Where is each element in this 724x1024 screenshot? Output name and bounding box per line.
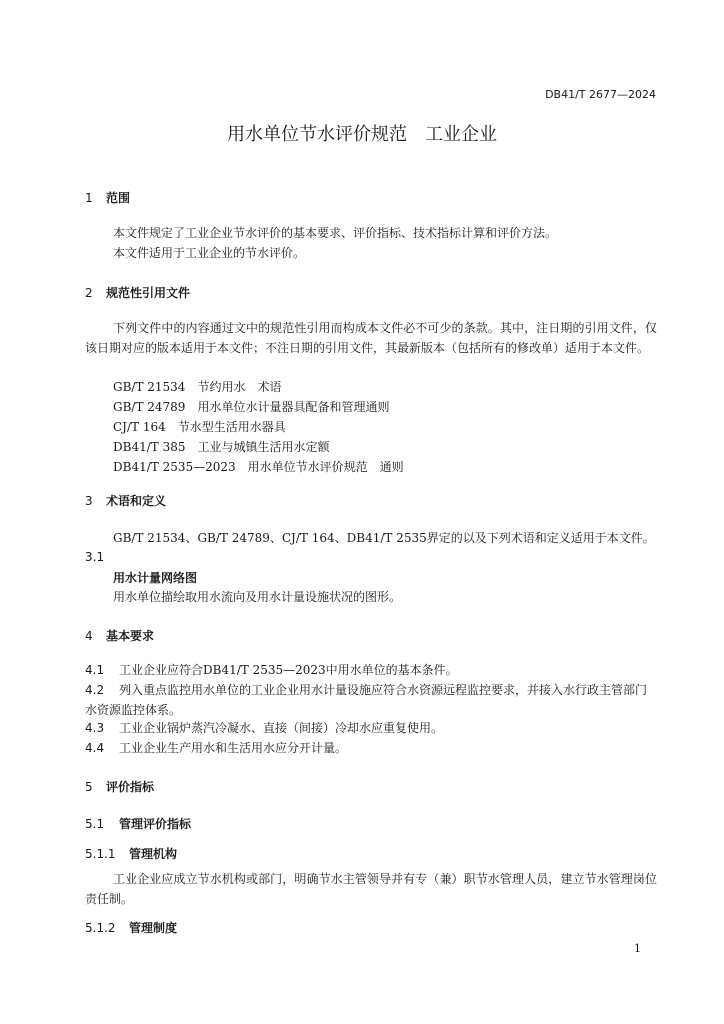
clause-text: 工业企业应符合DB41/T 2535—2023中用水单位的基本条件。 <box>119 663 458 677</box>
subsection-5-1-1-heading <box>85 845 177 862</box>
subsection-title: 管理评价指标 <box>119 817 192 831</box>
clause-text: 列入重点监控用水单位的工业企业用水计量设施应符合水资源远程监控要求，并接入水行政主管部门水资源监控体系。 <box>85 683 648 717</box>
page-number: 1 <box>634 942 641 955</box>
section-number: 2 <box>85 286 93 300</box>
section-5-heading <box>85 778 154 795</box>
section-title: 范围 <box>106 191 131 205</box>
document-title: 用水单位节水评价规范 工业企业 <box>227 124 497 145</box>
subsection-title: 管理机构 <box>129 847 178 861</box>
term-name: 用水计量网络图 <box>113 571 198 585</box>
clause-number: 4.1 <box>85 663 105 677</box>
section-title: 基本要求 <box>106 629 155 643</box>
standard-number: DB41/T 2677—2024 <box>545 88 656 101</box>
section-4-heading <box>85 627 154 644</box>
reference-item: CJ/T 164 节水型生活用水器具 <box>113 420 286 434</box>
clause-4-1 <box>85 660 657 680</box>
terms-intro: GB/T 21534、GB/T 24789、CJ/T 164、DB41/T 2535界定的以及下列术语和定义适用于本文件。 <box>113 531 655 545</box>
section-title: 术语和定义 <box>106 494 167 508</box>
subsection-number: 5.1.2 <box>85 921 116 935</box>
clause-number: 4.2 <box>85 683 105 697</box>
scope-paragraph-1: 本文件规定了工业企业节水评价的基本要求、评价指标、技术指标计算和评价方法。 <box>113 226 558 240</box>
reference-item: GB/T 24789 用水单位水计量器具配备和管理通则 <box>113 400 390 414</box>
reference-item: DB41/T 2535—2023 用水单位节水评价规范 通则 <box>113 460 404 474</box>
normative-references-intro: 下列文件中的内容通过文中的规范性引用而构成本文件必不可少的条款。其中，注日期的引用文件，仅该日期对应的版本适用于本文件；不注日期的引用文件，其最新版本（包括所有的修改单）适用于本文件。 <box>85 321 657 355</box>
subsection-number: 5.1 <box>85 817 105 831</box>
reference-item: GB/T 21534 节约用水 术语 <box>113 380 282 394</box>
subsection-5-1-2-heading <box>85 919 177 936</box>
clause-number: 4.3 <box>85 721 105 735</box>
clause-text: 工业企业生产用水和生活用水应分开计量。 <box>119 741 348 755</box>
term-definition: 用水单位描绘取用水流向及用水计量设施状况的图形。 <box>113 590 402 604</box>
reference-item: DB41/T 385 工业与城镇生活用水定额 <box>113 440 330 454</box>
management-agency-paragraph: 工业企业应成立节水机构或部门，明确节水主管领导并有专（兼）职节水管理人员，建立节水管理岗位责任制。 <box>85 872 657 906</box>
term-number: 3.1 <box>85 550 105 564</box>
section-3-heading <box>85 492 166 509</box>
subsection-5-1-heading <box>85 815 191 832</box>
section-number: 4 <box>85 629 93 643</box>
section-title: 规范性引用文件 <box>106 286 191 300</box>
section-title: 评价指标 <box>106 780 155 794</box>
section-number: 3 <box>85 494 93 508</box>
subsection-title: 管理制度 <box>129 921 178 935</box>
clause-4-3 <box>85 718 657 738</box>
section-number: 1 <box>85 191 93 205</box>
section-number: 5 <box>85 780 93 794</box>
clause-text: 工业企业锅炉蒸汽冷凝水、直接（间接）冷却水应重复使用。 <box>119 721 444 735</box>
clause-number: 4.4 <box>85 741 105 755</box>
section-2-heading <box>85 284 190 301</box>
clause-4-2 <box>85 680 657 720</box>
scope-paragraph-2: 本文件适用于工业企业的节水评价。 <box>113 246 306 260</box>
section-1-heading <box>85 189 130 206</box>
subsection-number: 5.1.1 <box>85 847 116 861</box>
clause-4-4 <box>85 738 657 758</box>
